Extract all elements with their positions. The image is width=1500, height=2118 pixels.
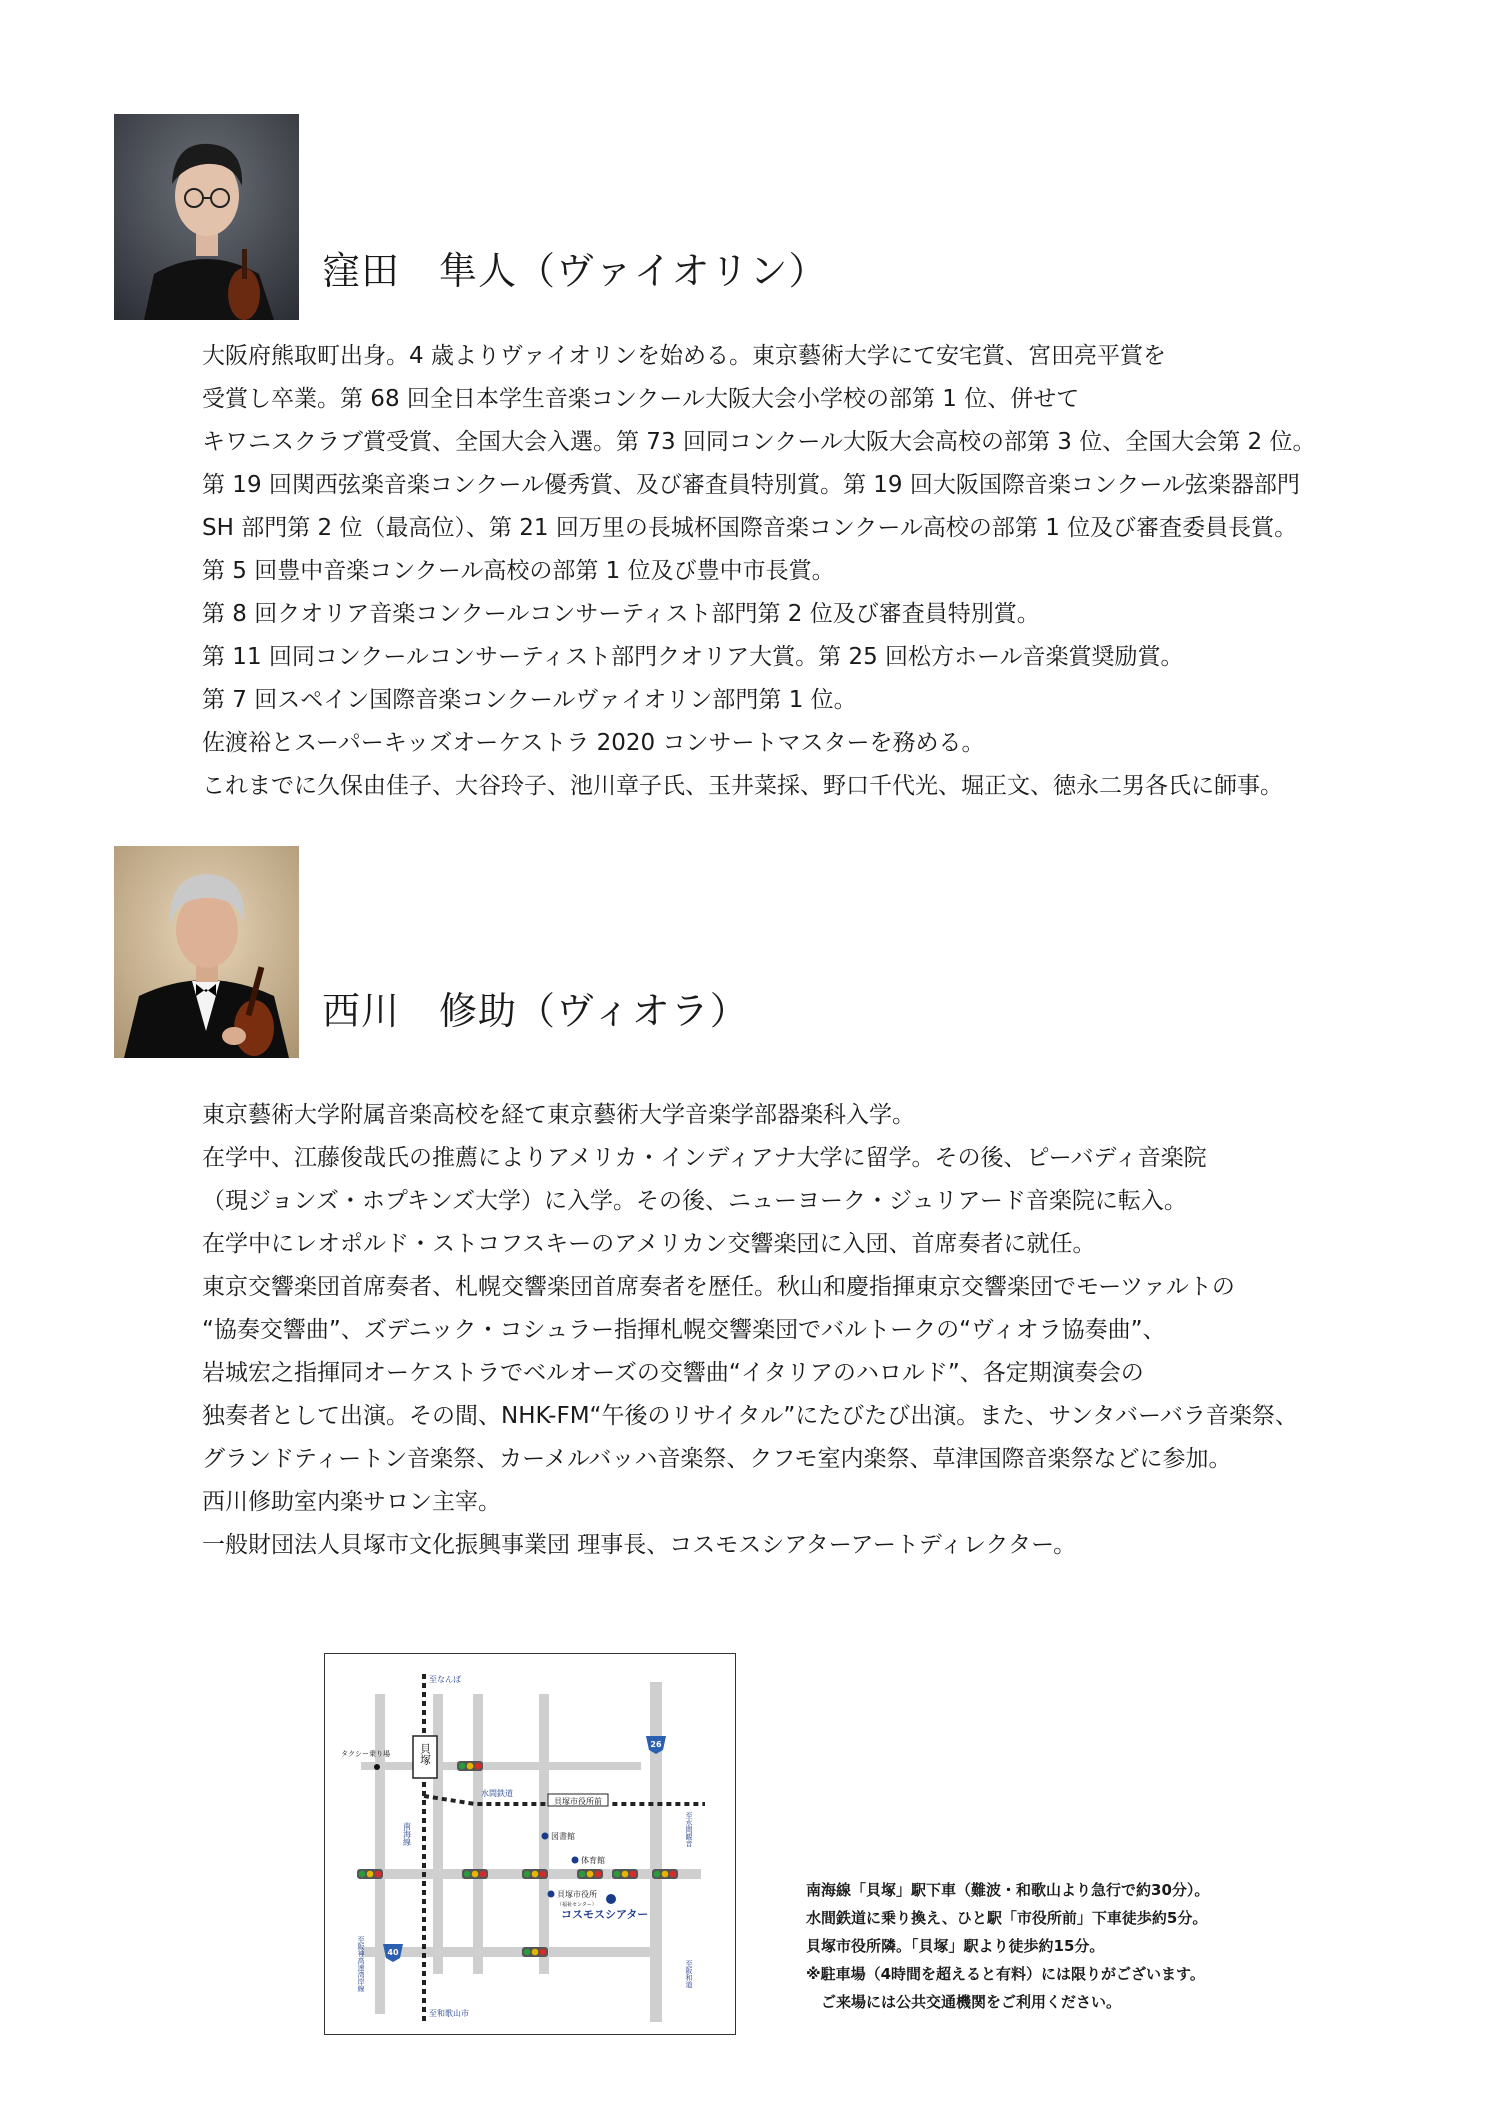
access-line: 水間鉄道に乗り換え、ひと駅「市役所前」下車徒歩約5分。 [806, 1909, 1208, 1927]
bio-line: 第 7 回スペイン国際音楽コンクールヴァイオリン部門第 1 位。 [202, 687, 857, 713]
map-label-station: 貝塚 [418, 1743, 432, 1765]
traffic-signal-icon [577, 1869, 603, 1879]
map-label-hanwa-expressway: 至阪神高速湾岸線 [357, 1936, 365, 1992]
access-map [324, 1653, 736, 2035]
bio-line: 佐渡裕とスーパーキッズオーケストラ 2020 コンサートマスターを務める。 [202, 730, 985, 756]
svg-text:26: 26 [650, 1740, 662, 1749]
bio-line: これまでに久保由佳子、大谷玲子、池川章子氏、玉井菜採、野口千代光、堀正文、徳永二男各氏に師事。 [202, 773, 1283, 799]
bio-line: グランドティートン音楽祭、カーメルバッハ音楽祭、クフモ室内楽祭、草津国際音楽祭などに参加。 [202, 1446, 1232, 1472]
traffic-signal-icon [522, 1947, 548, 1957]
map-label-north: 至なんば [429, 1675, 461, 1684]
map-label-taxi: タクシー乗り場 [341, 1750, 390, 1758]
cosmos-theater-marker [606, 1894, 616, 1904]
library-marker [542, 1833, 549, 1840]
route-26-sign-icon [646, 1736, 666, 1754]
bio-line: 第 11 回同コンクールコンサーティスト部門クオリア大賞。第 25 回松方ホール音楽賞奨励賞。 [202, 644, 1184, 670]
access-line: ご来場には公共交通機関をご利用ください。 [806, 1993, 1122, 2011]
musician-name-nishikawa: 西川 修助（ヴィオラ） [322, 989, 749, 1033]
map-label-shiyakusho-mae: 貝塚市役所前 [554, 1797, 602, 1806]
road-network [361, 1682, 701, 2022]
taxi-stand-marker [374, 1764, 380, 1770]
map-label-south: 至和歌山市 [429, 2009, 469, 2018]
map-label-shiyakusho: 貝塚市役所 [557, 1890, 597, 1899]
bio-line: 第 5 回豊中音楽コンクール高校の部第 1 位及び豊中市長賞。 [202, 558, 835, 584]
bio-line: 第 8 回クオリア音楽コンクールコンサーティスト部門第 2 位及び審査員特別賞。 [202, 601, 1040, 627]
bio-line: キワニスクラブ賞受賞、全国大会入選。第 73 回同コンクール大阪大会高校の部第 3 位、全国大会第 2 位。 [202, 429, 1316, 455]
map-label-nankai: 南海線 [402, 1822, 412, 1846]
access-directions [806, 1876, 1209, 2016]
portrait-photo-kubota [114, 114, 299, 320]
musician-bio-nishikawa [202, 1094, 1298, 1567]
city-hall-marker [548, 1891, 555, 1898]
bio-line: 在学中にレオポルド・ストコフスキーのアメリカン交響楽団に入団、首席奏者に就任。 [202, 1231, 1096, 1257]
bio-line: 一般財団法人貝塚市文化振興事業団 理事長、コスモスシアターアートディレクター。 [202, 1532, 1077, 1558]
bio-line: 西川修助室内楽サロン主宰。 [202, 1489, 501, 1515]
access-line: ※駐車場（4時間を超えると有料）には限りがございます。 [806, 1965, 1205, 1983]
bio-line: 受賞し卒業。第 68 回全日本学生音楽コンクール大阪大会小学校の部第 1 位、併せて [202, 386, 1080, 412]
svg-text:40: 40 [387, 1948, 399, 1957]
map-label-mizuma-kannon: 至水間観音 [685, 1812, 693, 1847]
gym-marker [572, 1857, 579, 1864]
traffic-signal-icon [357, 1869, 383, 1879]
bio-line: 第 19 回関西弦楽音楽コンクール優秀賞、及び審査員特別賞。第 19 回大阪国際音楽コンクール弦楽器部門 [202, 472, 1300, 498]
bio-line: SH 部門第 2 位（最高位）、第 21 回万里の長城杯国際音楽コンクール高校の部第 1 位及び審査委員長賞。 [202, 515, 1298, 541]
traffic-signals [357, 1761, 678, 1957]
map-label-taiikukan: 体育館 [581, 1856, 605, 1865]
map-label-hanwa: 至阪和道 [685, 1960, 693, 1988]
bio-line: “協奏交響曲”、ズデニック・コシュラー指揮札幌交響楽団でバルトークの“ヴィオラ協奏曲”、 [202, 1317, 1166, 1343]
map-label-toshokan: 図書館 [551, 1832, 575, 1841]
bio-line: （現ジョンズ・ホプキンズ大学）に入学。その後、ニューヨーク・ジュリアード音楽院に転入。 [202, 1188, 1187, 1214]
bio-line: 大阪府熊取町出身。4 歳よりヴァイオリンを始める。東京藝術大学にて安宅賞、宮田亮平賞を [202, 343, 1167, 369]
map-label-cosmos: コスモスシアター [561, 1908, 649, 1921]
traffic-signal-icon [652, 1869, 678, 1879]
bio-line: 東京交響楽団首席奏者、札幌交響楽団首席奏者を歴任。秋山和慶指揮東京交響楽団でモーツァルトの [202, 1274, 1235, 1300]
bio-line: 東京藝術大学附属音楽高校を経て東京藝術大学音楽学部器楽科入学。 [202, 1102, 915, 1128]
bio-line: 岩城宏之指揮同オーケストラでベルオーズの交響曲“イタリアのハロルド”、各定期演奏会の [202, 1360, 1144, 1386]
bio-line: 在学中、江藤俊哉氏の推薦によりアメリカ・インディアナ大学に留学。その後、ピーバディ音楽院 [202, 1145, 1207, 1171]
traffic-signal-icon [612, 1869, 638, 1879]
traffic-signal-icon [522, 1869, 548, 1879]
bio-line: 独奏者として出演。その間、NHK-FM“午後のリサイタル”にたびたび出演。また、サンタバーバラ音楽祭、 [202, 1403, 1298, 1429]
map-label-fukushi: （福祉センター） [557, 1902, 597, 1908]
map-label-mizuma: 水間鉄道 [481, 1789, 513, 1798]
access-line: 南海線「貝塚」駅下車（難波・和歌山より急行で約30分）。 [806, 1881, 1210, 1899]
musician-name-kubota: 窪田 隼人（ヴァイオリン） [322, 249, 828, 293]
access-line: 貝塚市役所隣。「貝塚」駅より徒歩約15分。 [806, 1937, 1105, 1955]
traffic-signal-icon [462, 1869, 488, 1879]
portrait-photo-nishikawa [114, 846, 299, 1058]
traffic-signal-icon [457, 1761, 483, 1771]
musician-bio-kubota [202, 335, 1315, 808]
route-40-sign-icon [383, 1944, 403, 1962]
